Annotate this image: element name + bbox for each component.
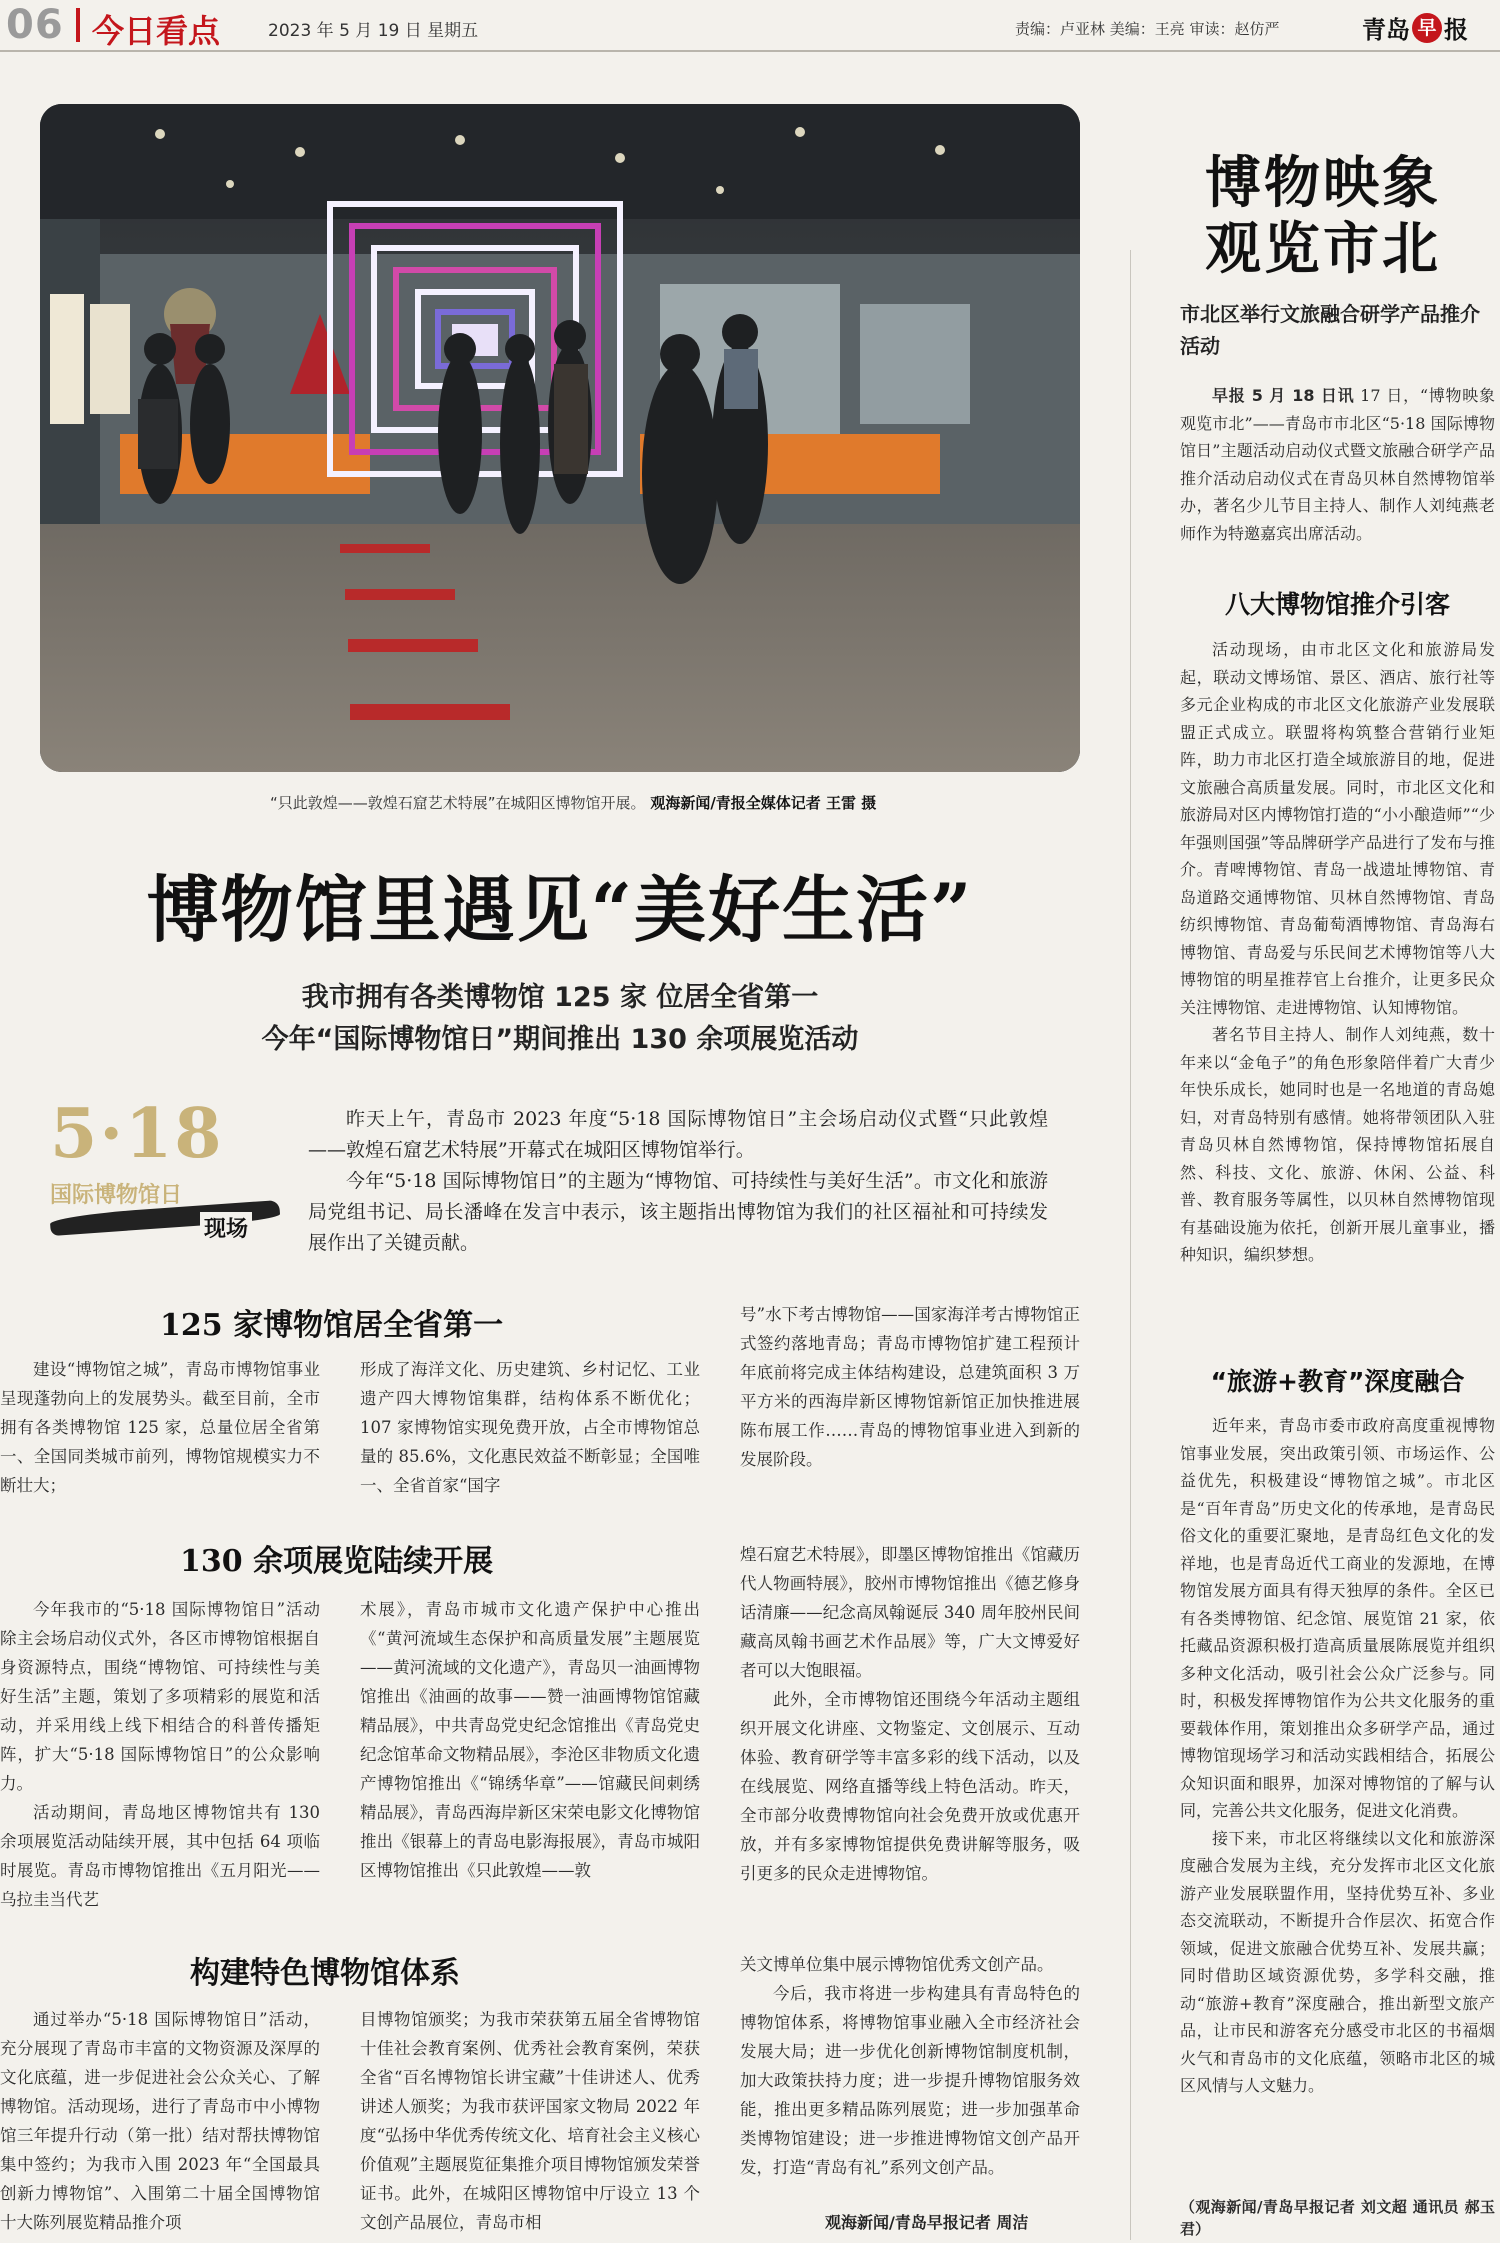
- article-paragraph: 此外，全市博物馆还围绕今年活动主题组织开展文化讲座、文物鉴定、文创展示、互动体验、教育研学等丰富多彩的线下活动，以及在线展览、网络直播等线上特色活动。昨天，全市部分收费博物馆向社会免费开放或优惠开放，并有多家博物馆提供免费讲解等服务，吸引更多的民众走进博物馆。: [740, 1690, 1080, 1883]
- main-headline: 博物馆里遇见“美好生活”: [146, 867, 974, 952]
- sidebar-section-2: [1180, 1412, 1495, 2194]
- dateline: 早报 5 月 18 日讯: [1212, 386, 1355, 405]
- caption-text: “只此敦煌——敦煌石窟艺术特展”在城阳区博物馆开展。: [270, 794, 646, 812]
- issue-date: 2023 年 5 月 19 日 星期五: [268, 21, 479, 41]
- article-paragraph: 活动期间，青岛地区博物馆共有 130 余项展览活动陆续开展，其中包括 64 项临时展览。青岛市博物馆推出《五月阳光——乌拉圭当代艺: [0, 1803, 320, 1909]
- museum-day-logo: [50, 1094, 290, 1242]
- column-divider: [1130, 250, 1131, 2240]
- logo-badge: 早: [1412, 13, 1442, 43]
- section-heading-1: 125 家博物馆居全省第一: [160, 1308, 504, 1343]
- section1-column-3: [740, 1300, 1080, 1505]
- exhibition-photo-illustration: [40, 104, 1080, 772]
- logo-518-text: 国际博物馆日: [50, 1183, 183, 1208]
- page-header: [0, 0, 1500, 48]
- newspaper-logo: [1362, 10, 1468, 45]
- sidebar-paragraph: 著名节目主持人、制作人刘纯燕，数十年来以“金龟子”的角色形象陪伴着广大青少年快乐成长，她同时也是一名地道的青岛媳妇，对青岛特别有感情。她将带领团队入驻青岛贝林自然博物馆，保持博物馆拓展自然、科技、文化、旅游、休闲、公益、科普、教育服务等属性，以贝林自然博物馆现有基础设施为依托，创新开展儿童事业，播种知识，编织梦想。: [1180, 1025, 1495, 1264]
- section2-column-2: [360, 1595, 700, 1920]
- logo-518-number: 5·18: [50, 1094, 224, 1174]
- sidebar-subtitle: 市北区举行文旅融合研学产品推介活动: [1180, 302, 1480, 358]
- photo-caption: [270, 792, 876, 813]
- article-paragraph: 号”水下考古博物馆——国家海洋考古博物馆正式签约落地青岛；青岛市博物馆扩建工程预计年底前将完成主体结构建设，总建筑面积 3 万平方米的西海岸新区博物馆新馆正加快推进展陈布展工作……青岛的博物馆事业进入到新的发展阶段。: [740, 1305, 1080, 1469]
- subheadline-1: 我市拥有各类博物馆 125 家 位居全省第一: [301, 982, 819, 1013]
- page-number: 06: [6, 2, 64, 48]
- editor-credits: 责编：卢亚林 美编：王亮 审读：赵仿严: [1015, 20, 1280, 38]
- sidebar-paragraph: [1180, 382, 1495, 547]
- article-paragraph: 关文博单位集中展示博物馆优秀文创产品。: [740, 1955, 1054, 1974]
- caption-credit: 观海新闻/青报全媒体记者 王雷 摄: [650, 794, 877, 812]
- sidebar-byline: （观海新闻/青岛早报记者 刘文超 通讯员 郝玉君）: [1180, 2198, 1495, 2238]
- sidebar-heading-2: “旅游+教育”深度融合: [1210, 1367, 1465, 1396]
- article-paragraph: 今后，我市将进一步构建具有青岛特色的博物馆体系，将博物馆事业融入全市经济社会发展大局；进一步优化创新博物馆制度机制，加大政策扶持力度；进一步提升博物馆服务效能，推出更多精品陈列展览；进一步加强革命类博物馆建设；进一步推进博物馆文创产品开发，打造“青岛有礼”系列文创产品。: [740, 1984, 1080, 2177]
- article-paragraph: 形成了海洋文化、历史建筑、乡村记忆、工业遗产四大博物馆集群，结构体系不断优化；107 家博物馆实现免费开放，占全市博物馆总量的 85.6%，文化惠民效益不断彰显；全国唯一、全省首家“国字: [360, 1360, 700, 1495]
- article-paragraph: 煌石窟艺术特展》，即墨区博物馆推出《馆藏历代人物画特展》，胶州市博物馆推出《德艺修身话清廉——纪念高凤翰诞辰 340 周年胶州民间藏高凤翰书画艺术作品展》等，广大文博爱好者可以大饱眼福。: [740, 1545, 1080, 1680]
- reporter-byline: 观海新闻/青岛早报记者 周洁: [825, 2213, 1029, 2232]
- lead-paragraphs: [308, 1104, 1048, 1259]
- sidebar-section-1: [1180, 636, 1495, 1336]
- article-paragraph: 目博物馆颁奖；为我市荣获第五届全省博物馆十佳社会教育案例、优秀社会教育案例，荣获全省“百名博物馆长讲宝藏”十佳讲述人、优秀讲述人颁奖；为我市获评国家文物局 2022 年度“弘扬中华优秀传统文化、培育社会主义核心价值观”主题展览征集推介项目博物馆颁发荣誉证书。此外，在城阳区博物馆中厅设立 13 个文创产品展位，青岛市相: [360, 2010, 700, 2232]
- lead-paragraph: 今年“5·18 国际博物馆日”的主题为“博物馆、可持续性与美好生活”。市文化和旅游局党组书记、局长潘峰在发言中表示，该主题指出博物馆为我们的社区福祉和可持续发展作出了关键贡献。: [308, 1170, 1048, 1254]
- section-heading-3: 构建特色博物馆体系: [190, 1956, 460, 1991]
- sidebar-paragraph: 活动现场，由市北区文化和旅游局发起，联动文博场馆、景区、酒店、旅行社等多元企业构成的市北区文化旅游产业发展联盟正式成立。联盟将构筑整合营销行业矩阵，助力市北区打造全域旅游目的地，促进文旅融合高质量发展。同时，市北区文化和旅游局对区内博物馆打造的“小小酿造师”“少年强则国强”等品牌研学产品进行了发布与推介。青啤博物馆、青岛一战遗址博物馆、青岛道路交通博物馆、贝林自然博物馆、青岛纺织博物馆、青岛葡萄酒博物馆、青岛海右博物馆、青岛爱与乐民间艺术博物馆等八大博物馆的明星推荐官上台推介，让更多民众关注博物馆、走进博物馆、认知博物馆。: [1180, 640, 1495, 1017]
- article-paragraph: 今年我市的“5·18 国际博物馆日”活动除主会场启动仪式外，各区市博物馆根据自身资源特点，围绕“博物馆、可持续性与美好生活”主题，策划了多项精彩的展览和活动，并采用线上线下相结合的科普传播矩阵，扩大“5·18 国际博物馆日”的公众影响力。: [0, 1600, 320, 1793]
- sidebar-heading-1: 八大博物馆推介引客: [1224, 590, 1450, 619]
- sidebar-title-line-2: 观览市北: [1205, 216, 1441, 282]
- lead-paragraph: 昨天上午，青岛市 2023 年度“5·18 国际博物馆日”主会场启动仪式暨“只此敦煌——敦煌石窟艺术特展”开幕式在城阳区博物馆举行。: [308, 1108, 1048, 1161]
- section-name: 今日看点: [92, 12, 221, 50]
- article-paragraph: 术展》，青岛市城市文化遗产保护中心推出《“黄河流域生态保护和高质量发展”主题展览——黄河流域的文化遗产》，青岛贝一油画博物馆推出《油画的故事——赞一油画博物馆馆藏精品展》，中共青岛党史纪念馆推出《青岛党史纪念馆革命文物精品展》，李沧区非物质文化遗产博物馆推出《“锦绣华章”——馆藏民间刺绣精品展》，青岛西海岸新区宋荣电影文化博物馆推出《银幕上的青岛电影海报展》，青岛市城阳区博物馆推出《只此敦煌——敦: [360, 1600, 700, 1880]
- header-divider: [76, 8, 80, 42]
- section3-column-3: [740, 1950, 1080, 2205]
- article-paragraph: 建设“博物馆之城”，青岛市博物馆事业呈现蓬勃向上的发展势头。截至目前，全市拥有各类博物馆 125 家，总量位居全省第一、全国同类城市前列，博物馆规模实力不断壮大；: [0, 1360, 320, 1495]
- section3-column-2: [360, 2005, 700, 2240]
- header-rule: [0, 50, 1500, 52]
- section1-column-1: [0, 1355, 320, 1505]
- section1-column-2: [360, 1355, 700, 1505]
- sidebar-paragraph: 接下来，市北区将继续以文化和旅游深度融合发展为主线，充分发挥市北区文化旅游产业发展联盟作用，坚持优势互补、多业态交流联动，不断提升合作层次、拓宽合作领域，促进文旅融合优势互补、发展共赢；同时借助区域资源优势，多学科交融，推动“旅游+教育”深度融合，推出新型文旅产品，让市民和游客充分感受市北区的书福烟火气和青岛市的文化底蕴，领略市北区的城区风情与人文魅力。: [1180, 1828, 1495, 2095]
- article-paragraph: 通过举办“5·18 国际博物馆日”活动，充分展现了青岛市丰富的文物资源及深厚的文化底蕴，进一步促进社会公众关心、了解博物馆。活动现场，进行了青岛市中小博物馆三年提升行动（第一批）结对帮扶博物馆集中签约；为我市入围 2023 年“全国最具创新力博物馆”、入围第二十届全国博物馆十大陈列展览精品推介项: [0, 2010, 320, 2232]
- logo-text-left: 青岛: [1362, 16, 1410, 44]
- sidebar-intro: [1180, 382, 1495, 562]
- sidebar-title: [1205, 150, 1441, 282]
- section-heading-2: 130 余项展览陆续开展: [180, 1544, 494, 1579]
- sidebar-title-line-1: 博物映象: [1205, 150, 1441, 216]
- sidebar-paragraph-text: 17 日，“博物映象 观览市北”——青岛市市北区“5·18 国际博物馆日”主题活动启动仪式暨文旅融合研学产品推介活动启动仪式在青岛贝林自然博物馆举办，著名少儿节目主持人、制作人刘纯燕老师作为特邀嘉宾出席活动。: [1180, 386, 1495, 543]
- section3-column-1: [0, 2005, 320, 2240]
- section2-column-3: [740, 1540, 1080, 1920]
- sidebar-paragraph: 近年来，青岛市委市政府高度重视博物馆事业发展，突出政策引领、市场运作、公益优先，积极建设“博物馆之城”。市北区是“百年青岛”历史文化的传承地，是青岛民俗文化的重要汇聚地，是青岛红色文化的发祥地，也是青岛近代工商业的发源地，在博物馆发展方面具有得天独厚的条件。全区已有各类博物馆、纪念馆、展览馆 21 家，依托藏品资源积极打造高质量展陈展览并组织多种文化活动，吸引社会公众广泛参与。同时，积极发挥博物馆作为公共文化服务的重要载体作用，策划推出众多研学产品，通过博物馆现场学习和活动实践相结合，拓展公众知识面和眼界，加深对博物馆的了解与认同，完善公共文化服务，促进文化消费。: [1180, 1416, 1495, 1820]
- exhibition-photo: [40, 104, 1080, 772]
- logo-518-site: 现场: [200, 1212, 252, 1243]
- subheadline-2: 今年“国际博物馆日”期间推出 130 余项展览活动: [261, 1024, 859, 1055]
- section2-column-1: [0, 1595, 320, 1920]
- logo-text-right: 报: [1444, 16, 1468, 44]
